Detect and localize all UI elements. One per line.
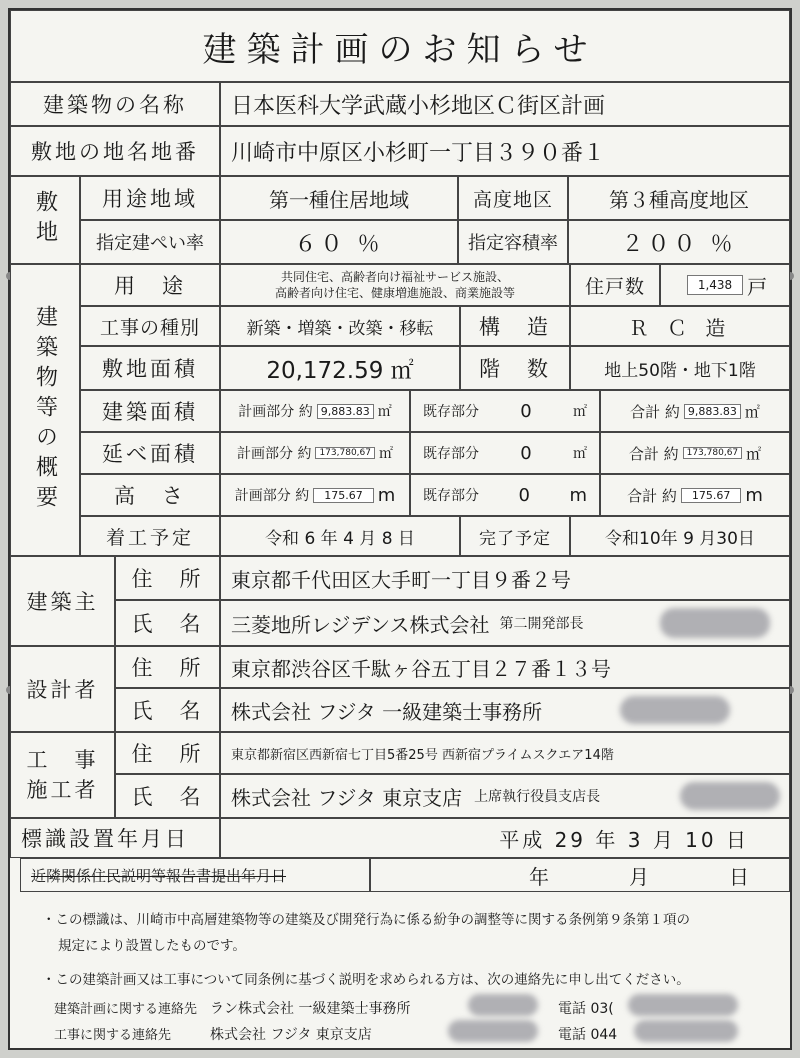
height-total: [600, 474, 790, 516]
floor-area-total-value: 173,780,67: [683, 447, 743, 459]
end-label: 完了予定: [460, 516, 570, 556]
height-existing: [410, 474, 600, 516]
owner-address-value: 東京都千代田区大手町一丁目９番２号: [220, 556, 790, 600]
height-district-label: 高度地区: [458, 176, 568, 220]
designer-address-value: 東京都渋谷区千駄ヶ谷五丁目２７番１３号: [220, 646, 790, 688]
area-unit: ㎡: [378, 446, 393, 462]
far-value: ２００ ％: [568, 220, 790, 264]
contractor-company: 株式会社 フジタ 東京支店: [231, 785, 463, 810]
height-unit: m: [745, 484, 763, 506]
height-unit: m: [377, 484, 396, 506]
floor-area-total: [600, 432, 790, 474]
floor-area-plan-value: 173,780,67: [315, 447, 375, 459]
building-area-total-value: 9,883.83: [684, 404, 741, 419]
units-cell: [660, 264, 790, 306]
start-value: 令和 6 年 4 月 8 日: [220, 516, 460, 556]
contact1-label: 建築計画に関する連絡先: [54, 1002, 198, 1017]
phone1: 電話 03(: [558, 1001, 614, 1017]
floor-area-existing: [410, 432, 600, 474]
contractor-address-value: 東京都新宿区西新宿七丁目5番25号 西新宿プライムスクエア14階: [220, 732, 790, 774]
structure-value: Ｒ Ｃ 造: [570, 306, 790, 346]
far-label: 指定容積率: [458, 220, 568, 264]
note-line1: ・この標識は、川崎市中高層建築物等の建築及び開発行為に係る紛争の調整等に関する条例第９条第１項の: [42, 912, 690, 928]
height-plan-value: 175.67: [313, 488, 374, 503]
area-unit: ㎡: [572, 446, 587, 462]
contact1-value: ラン株式会社 一級建築士事務所: [210, 1001, 411, 1017]
building-area-plan: [220, 390, 410, 432]
building-area-existing: [410, 390, 600, 432]
existing-prefix: 既存部分: [423, 404, 479, 420]
building-area-label: 建築面積: [80, 390, 220, 432]
redacted-name: [660, 608, 770, 638]
site-address-value: 川崎市中原区小杉町一丁目３９０番１: [220, 126, 790, 176]
floor-area-plan: [220, 432, 410, 474]
use-value-line1: 共同住宅、高齢者向け福祉サービス施設、: [280, 270, 509, 284]
site-area-value: 20,172.59 ㎡: [220, 346, 460, 390]
plan-prefix: 計画部分 約: [237, 446, 312, 462]
building-area-existing-value: 0: [520, 400, 532, 422]
contractor-label-1: 工 事: [26, 748, 99, 772]
height-existing-value: 0: [518, 484, 530, 506]
building-area-plan-value: 9,883.83: [317, 404, 374, 419]
start-label: 着工予定: [80, 516, 220, 556]
height-label: 高 さ: [80, 474, 220, 516]
owner-company: 三菱地所レジデンス株式会社: [231, 612, 490, 637]
coverage-label: 指定建ぺい率: [80, 220, 220, 264]
units-value: 1,438: [687, 275, 743, 295]
notice-board: [8, 8, 792, 1050]
use-label: 用 途: [80, 264, 220, 306]
end-value: 令和10年 9 月30日: [570, 516, 790, 556]
building-name-label: 建築物の名称: [10, 82, 220, 126]
redacted-phone: [628, 994, 738, 1016]
work-type-value: 新築・増築・改築・移転: [220, 306, 460, 346]
floors-label: 階 数: [460, 346, 570, 390]
floor-area-label: 延べ面積: [80, 432, 220, 474]
zoning-label: 用途地域: [80, 176, 220, 220]
total-prefix: 合計 約: [628, 444, 679, 463]
total-prefix: 合計 約: [630, 402, 680, 421]
owner-name-label: 氏 名: [115, 600, 220, 646]
units-label: 住戸数: [570, 264, 660, 306]
work-type-label: 工事の種別: [80, 306, 220, 346]
owner-address-label: 住 所: [115, 556, 220, 600]
use-value: [220, 264, 570, 306]
designer-address-label: 住 所: [115, 646, 220, 688]
page-title: 建築計画のお知らせ: [10, 10, 790, 82]
contractor-title: 上席執行役員支店長: [474, 789, 601, 805]
contact2-label: 工事に関する連絡先: [54, 1028, 172, 1043]
site-address-label: 敷地の地名地番: [10, 126, 220, 176]
report-date-value: 年 月 日: [370, 858, 790, 892]
overview-label: 建築物等の概要: [10, 264, 80, 556]
note-line3: ・この建築計画又は工事について同条例に基づく説明を求められる方は、次の連絡先に申し出てください。: [42, 972, 690, 988]
report-date-label: 近隣関係住民説明等報告書提出年月日: [20, 858, 370, 892]
height-total-value: 175.67: [681, 488, 742, 503]
plan-prefix: 計画部分 約: [234, 488, 310, 504]
total-prefix: 合計 約: [627, 486, 677, 505]
designer-name-value: 株式会社 フジタ 一級建築士事務所: [220, 688, 790, 732]
phone2: 電話 044: [558, 1027, 618, 1043]
floors-value: 地上50階・地下1階: [570, 346, 790, 390]
height-district-value: 第３種高度地区: [568, 176, 790, 220]
redacted-contact: [448, 1020, 538, 1042]
note-line2: 規定により設置したものです。: [58, 938, 246, 954]
owner-label: 建築主: [10, 556, 115, 646]
building-name-value: 日本医科大学武蔵小杉地区Ｃ街区計画: [220, 82, 790, 126]
contractor-address-label: 住 所: [115, 732, 220, 774]
zoning-value: 第一種住居地域: [220, 176, 458, 220]
contact2-value: 株式会社 フジタ 東京支店: [210, 1027, 372, 1043]
coverage-value: ６０ ％: [220, 220, 458, 264]
area-unit: ㎡: [746, 444, 762, 463]
area-unit: ㎡: [572, 404, 587, 420]
owner-title: 第二開発部長: [499, 616, 584, 632]
use-value-line2: 高齢者向け住宅、健康増進施設、商業施設等: [274, 286, 515, 300]
existing-prefix: 既存部分: [423, 446, 479, 462]
units-suffix: 戸: [747, 274, 768, 299]
sign-date-label: 標識設置年月日: [10, 818, 220, 858]
area-unit: ㎡: [744, 402, 760, 421]
floor-area-existing-value: 0: [520, 442, 532, 464]
building-area-total: [600, 390, 790, 432]
height-unit: m: [569, 484, 587, 506]
contractor-name-label: 氏 名: [115, 774, 220, 818]
plan-prefix: 計画部分 約: [238, 404, 313, 420]
site-label: 敷地: [10, 176, 80, 264]
height-plan: [220, 474, 410, 516]
area-unit: ㎡: [377, 404, 392, 420]
redacted-name: [680, 782, 780, 810]
designer-name-label: 氏 名: [115, 688, 220, 732]
site-area-label: 敷地面積: [80, 346, 220, 390]
redacted-contact: [468, 994, 538, 1016]
structure-label: 構 造: [460, 306, 570, 346]
redacted-name: [620, 696, 730, 724]
sign-date-value: 平成 29 年 3 月 10 日: [220, 818, 790, 858]
redacted-phone: [634, 1020, 738, 1042]
contractor-label: [10, 732, 115, 818]
existing-prefix: 既存部分: [423, 488, 479, 504]
contractor-label-2: 施工者: [26, 778, 99, 802]
designer-label: 設計者: [10, 646, 115, 732]
